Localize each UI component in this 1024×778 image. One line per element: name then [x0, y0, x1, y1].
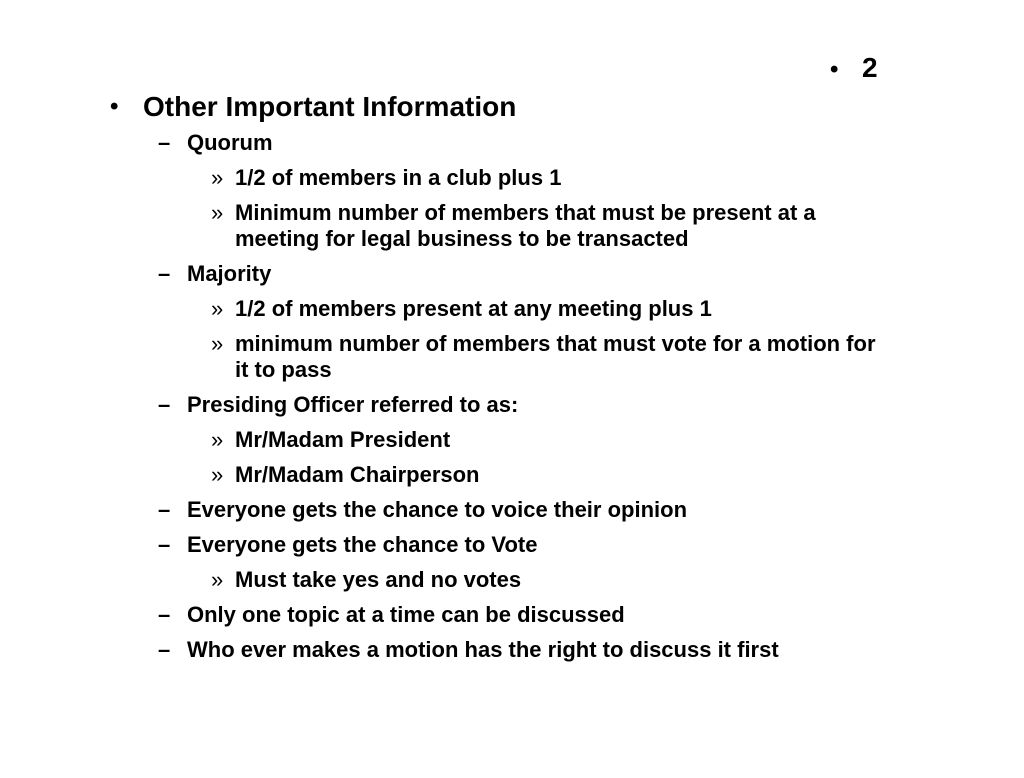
dash-icon: – — [158, 497, 171, 522]
list-item-majority — [158, 261, 910, 287]
double-chevron-icon: » — [211, 165, 224, 190]
sub-list-item — [211, 427, 881, 453]
dash-icon: – — [158, 637, 171, 662]
page-number-value: 2 — [862, 52, 878, 83]
sub-list-item — [211, 462, 881, 488]
sub-list-item — [211, 567, 881, 593]
bullet-icon: • — [830, 56, 839, 83]
list-item-label: Presiding Officer referred to as: — [187, 392, 519, 417]
list-item-label: Majority — [187, 261, 272, 286]
dash-icon: – — [158, 392, 171, 417]
double-chevron-icon: » — [211, 427, 224, 452]
sub-list-item — [211, 165, 881, 191]
slide-content — [110, 90, 910, 672]
double-chevron-icon: » — [211, 296, 224, 321]
page-number — [830, 52, 878, 86]
double-chevron-icon: » — [211, 331, 224, 356]
dash-icon: – — [158, 532, 171, 557]
sub-list-item — [211, 296, 881, 322]
sub-list-item-text: Minimum number of members that must be present at a meeting for legal business to be transacted — [235, 200, 816, 251]
sub-list-item-text: 1/2 of members in a club plus 1 — [235, 165, 562, 190]
double-chevron-icon: » — [211, 462, 224, 487]
bullet-icon: • — [110, 93, 119, 120]
double-chevron-icon: » — [211, 200, 224, 225]
list-item-label: Everyone gets the chance to voice their opinion — [187, 497, 688, 522]
list-item-quorum — [158, 130, 910, 156]
list-item-label: Quorum — [187, 130, 273, 155]
list-item-label: Only one topic at a time can be discussed — [187, 602, 625, 627]
double-chevron-icon: » — [211, 567, 224, 592]
sub-list-item-text: Mr/Madam Chairperson — [235, 462, 480, 487]
dash-icon: – — [158, 602, 171, 627]
sub-list-item-text: 1/2 of members present at any meeting plus 1 — [235, 296, 712, 321]
sub-list-item-text: minimum number of members that must vote for a motion for it to pass — [235, 331, 876, 382]
list-item-label: Everyone gets the chance to Vote — [187, 532, 538, 557]
list-item-presiding-officer — [158, 392, 910, 418]
list-item-vote — [158, 532, 910, 558]
sub-list-item-text: Must take yes and no votes — [235, 567, 522, 592]
sub-list-item-text: Mr/Madam President — [235, 427, 451, 452]
slide-title-text: Other Important Information — [143, 91, 517, 122]
list-item-voice-opinion — [158, 497, 910, 523]
slide-title — [110, 90, 910, 124]
dash-icon: – — [158, 130, 171, 155]
list-item-motion-maker — [158, 637, 910, 663]
sub-list-item — [211, 331, 881, 383]
dash-icon: – — [158, 261, 171, 286]
sub-list-item — [211, 200, 881, 252]
list-item-one-topic — [158, 602, 910, 628]
list-item-label: Who ever makes a motion has the right to discuss it first — [187, 637, 779, 662]
